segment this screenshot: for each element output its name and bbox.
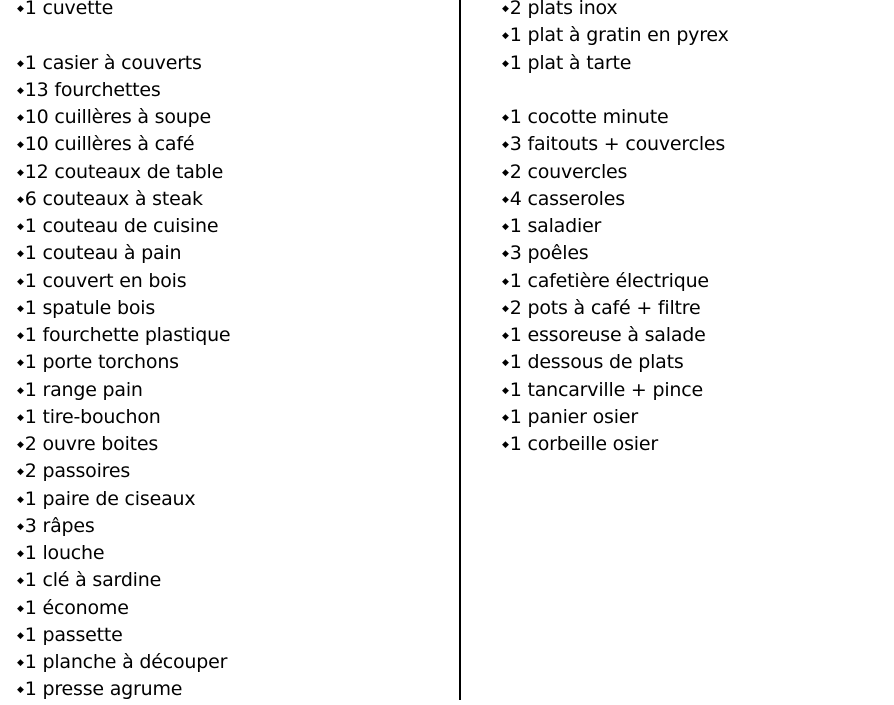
diamond-bullet-icon: ◆ <box>17 358 24 369</box>
diamond-bullet-icon: ◆ <box>17 4 24 14</box>
inventory-item <box>17 213 447 240</box>
inventory-item-label: 3 poêles <box>509 242 589 265</box>
inventory-item <box>17 404 447 431</box>
diamond-bullet-icon: ◆ <box>17 385 24 396</box>
inventory-item-label: 1 clé à sardine <box>24 569 162 592</box>
inventory-item-label: 1 économe <box>24 596 129 619</box>
inventory-item <box>17 486 447 513</box>
right-inventory-column <box>502 0 882 458</box>
inventory-item <box>17 131 447 158</box>
left-inventory-column <box>17 0 447 704</box>
inventory-item-label: 1 porte torchons <box>24 351 179 374</box>
inventory-item-label: 1 corbeille osier <box>509 433 658 455</box>
inventory-item <box>502 131 882 158</box>
diamond-bullet-icon: ◆ <box>17 222 24 232</box>
inventory-item <box>17 322 447 349</box>
diamond-bullet-icon: ◆ <box>17 685 24 696</box>
diamond-bullet-icon: ◆ <box>17 576 24 587</box>
diamond-bullet-icon: ◆ <box>502 412 509 423</box>
inventory-item <box>502 377 882 404</box>
inventory-item-label: 10 cuillères à soupe <box>24 106 211 128</box>
inventory-item <box>502 213 882 240</box>
inventory-item <box>17 77 447 104</box>
inventory-item-label: 1 louche <box>24 542 105 564</box>
diamond-bullet-icon: ◆ <box>17 658 24 668</box>
diamond-bullet-icon: ◆ <box>17 167 24 178</box>
group-spacer <box>502 77 882 104</box>
inventory-item <box>502 50 882 77</box>
inventory-item <box>17 676 447 703</box>
diamond-bullet-icon: ◆ <box>502 194 509 205</box>
diamond-bullet-icon: ◆ <box>17 467 24 478</box>
inventory-item-label: 2 ouvre boites <box>24 433 159 455</box>
inventory-item <box>17 431 447 458</box>
inventory-item <box>502 22 882 49</box>
inventory-item <box>502 404 882 431</box>
diamond-bullet-icon: ◆ <box>502 31 509 42</box>
diamond-bullet-icon: ◆ <box>502 276 509 287</box>
diamond-bullet-icon: ◆ <box>17 521 24 532</box>
diamond-bullet-icon: ◆ <box>17 630 24 641</box>
diamond-bullet-icon: ◆ <box>502 167 509 178</box>
inventory-item-label: 2 couvercles <box>509 160 628 183</box>
inventory-item-label: 12 couteaux de table <box>24 160 224 183</box>
inventory-item-label: 1 couteau de cuisine <box>24 215 219 237</box>
inventory-item-label: 1 saladier <box>509 215 602 237</box>
inventory-item <box>502 268 882 295</box>
inventory-item <box>502 295 882 322</box>
diamond-bullet-icon: ◆ <box>502 4 509 14</box>
inventory-item-label: 1 plat à gratin en pyrex <box>509 24 729 47</box>
inventory-item-label: 1 cuvette <box>24 0 114 19</box>
diamond-bullet-icon: ◆ <box>17 331 24 341</box>
diamond-bullet-icon: ◆ <box>502 303 509 314</box>
inventory-item <box>502 186 882 213</box>
diamond-bullet-icon: ◆ <box>502 385 509 396</box>
inventory-item-label: 1 couvert en bois <box>24 269 187 292</box>
inventory-item-label: 1 cocotte minute <box>509 106 669 128</box>
inventory-item <box>17 295 447 322</box>
inventory-item <box>17 186 447 213</box>
inventory-item-label: 3 râpes <box>24 514 95 537</box>
inventory-item <box>17 540 447 567</box>
inventory-item <box>17 649 447 676</box>
inventory-item-label: 1 spatule bois <box>24 296 156 319</box>
inventory-item-label: 1 fourchette plastique <box>24 324 231 346</box>
inventory-item-label: 1 passette <box>24 623 123 646</box>
diamond-bullet-icon: ◆ <box>17 549 24 559</box>
diamond-bullet-icon: ◆ <box>17 303 24 314</box>
inventory-item-label: 1 dessous de plats <box>509 351 684 374</box>
diamond-bullet-icon: ◆ <box>17 494 24 505</box>
inventory-item <box>17 159 447 186</box>
inventory-item-label: 1 tire-bouchon <box>24 405 161 428</box>
inventory-item <box>17 240 447 267</box>
inventory-item-label: 4 casseroles <box>509 187 625 210</box>
column-divider <box>459 0 461 700</box>
inventory-item-label: 6 couteaux à steak <box>24 187 203 210</box>
inventory-item <box>17 567 447 594</box>
inventory-item <box>502 104 882 131</box>
inventory-item-label: 3 faitouts + couvercles <box>509 133 726 156</box>
diamond-bullet-icon: ◆ <box>502 249 509 260</box>
diamond-bullet-icon: ◆ <box>17 140 24 151</box>
inventory-item <box>17 458 447 485</box>
inventory-item-label: 1 paire de ciseaux <box>24 487 196 510</box>
diamond-bullet-icon: ◆ <box>17 603 24 614</box>
inventory-item <box>17 268 447 295</box>
diamond-bullet-icon: ◆ <box>502 140 509 151</box>
inventory-item <box>502 431 882 458</box>
inventory-item <box>502 159 882 186</box>
inventory-item-label: 1 casier à couverts <box>24 51 202 74</box>
inventory-item <box>17 0 447 22</box>
inventory-item-label: 2 plats inox <box>509 0 618 19</box>
diamond-bullet-icon: ◆ <box>17 440 24 450</box>
diamond-bullet-icon: ◆ <box>17 276 24 287</box>
inventory-item-label: 2 pots à café + filtre <box>509 296 701 319</box>
diamond-bullet-icon: ◆ <box>17 113 24 123</box>
diamond-bullet-icon: ◆ <box>502 440 509 450</box>
inventory-item-label: 10 cuillères à café <box>24 133 195 156</box>
group-spacer <box>17 22 447 49</box>
diamond-bullet-icon: ◆ <box>17 412 24 423</box>
diamond-bullet-icon: ◆ <box>502 358 509 369</box>
inventory-item-label: 13 fourchettes <box>24 78 161 101</box>
inventory-item <box>17 104 447 131</box>
inventory-item <box>17 513 447 540</box>
inventory-item <box>502 322 882 349</box>
diamond-bullet-icon: ◆ <box>502 331 509 341</box>
inventory-item <box>502 0 882 22</box>
inventory-item <box>17 595 447 622</box>
inventory-item-label: 1 planche à découper <box>24 651 228 673</box>
inventory-item <box>17 349 447 376</box>
inventory-item <box>17 377 447 404</box>
inventory-item <box>17 50 447 77</box>
diamond-bullet-icon: ◆ <box>17 58 24 69</box>
inventory-item-label: 1 plat à tarte <box>509 51 632 74</box>
inventory-item-label: 1 essoreuse à salade <box>509 324 706 346</box>
inventory-item-label: 1 range pain <box>24 378 143 401</box>
inventory-item-label: 2 passoires <box>24 460 131 483</box>
inventory-item-label: 1 tancarville + pince <box>509 378 703 401</box>
diamond-bullet-icon: ◆ <box>17 249 24 260</box>
diamond-bullet-icon: ◆ <box>502 58 509 69</box>
inventory-item-label: 1 presse agrume <box>24 678 183 701</box>
diamond-bullet-icon: ◆ <box>502 113 509 123</box>
diamond-bullet-icon: ◆ <box>17 194 24 205</box>
diamond-bullet-icon: ◆ <box>502 222 509 232</box>
diamond-bullet-icon: ◆ <box>17 85 24 96</box>
inventory-item <box>17 622 447 649</box>
inventory-item <box>502 240 882 267</box>
inventory-item-label: 1 cafetière électrique <box>509 269 709 292</box>
inventory-item-label: 1 couteau à pain <box>24 242 182 265</box>
inventory-item <box>502 349 882 376</box>
inventory-item-label: 1 panier osier <box>509 405 638 428</box>
